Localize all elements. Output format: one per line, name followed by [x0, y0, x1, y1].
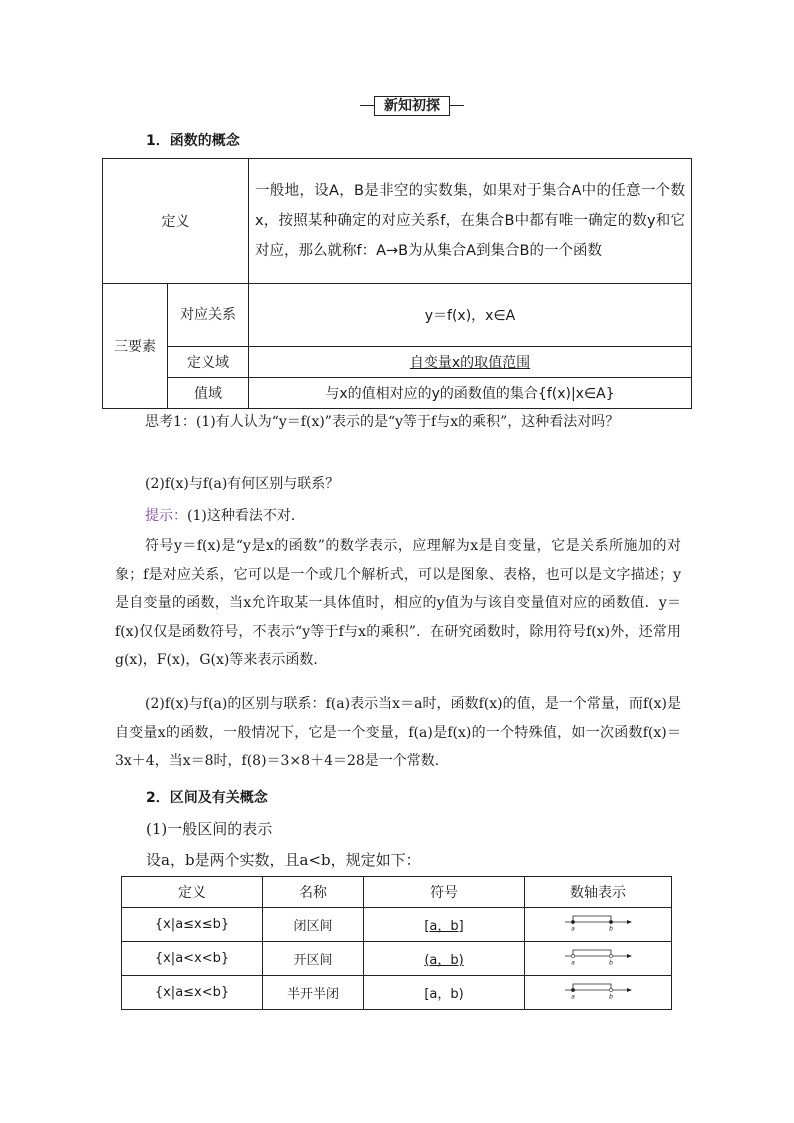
- row-value-mapping: y＝f(x)，x∈A: [249, 284, 692, 347]
- row-definition: {x|a≤x<b}: [122, 976, 263, 1010]
- header-number-line: 数轴表示: [525, 877, 672, 908]
- hint-line: [115, 502, 681, 531]
- endpoint-a: [571, 988, 574, 991]
- thinking-q2: (2)f(x)与f(a)有何区别与联系？: [145, 476, 340, 492]
- header-definition: 定义: [122, 877, 263, 908]
- hint-label: 提示：: [145, 508, 187, 524]
- axis-label-b: b: [609, 925, 613, 932]
- axis-label-b: b: [609, 993, 613, 1000]
- row-definition: {x|a<x<b}: [122, 942, 263, 976]
- hint-paragraph-2: (2)f(x)与f(a)的区别与联系：f(a)表示当x＝a时，函数f(x)的值，是一个常量，而f(x)是自变量x的函数，一般情况下，它是一个变量，f(a)是f(x)的一个特殊值，如一次函数f(x)＝3x＋4，当x＝8时，f(8)＝3×8＋4＝28是一个常数．: [115, 696, 681, 769]
- def-text: 一般地，设A，B是非空的实数集，如果对于集合A中的任意一个数x，按照某种确定的对应关系f，在集合B中都有唯一确定的数y和它对应，那么就称f：A→B为从集合A到集合B的一个函数: [249, 159, 692, 284]
- endpoint-b: [609, 988, 612, 991]
- number-line-closed: [563, 914, 633, 932]
- interval-table: [121, 876, 672, 1010]
- table-row: [122, 908, 672, 942]
- row-number-line: [525, 942, 672, 976]
- function-concept-table: [102, 158, 692, 409]
- hint-paragraph-1: 符号y＝f(x)是“y是x的函数”的数学表示，应理解为x是自变量，它是关系所施加的对象；f是对应关系，它可以是一个或几个解析式，可以是图象、表格，也可以是文字描述；y是自变量的函数，当x允许取某一具体值时，相应的y值为与该自变量值对应的函数值．y＝f(x)仅仅是函数符号，不表示“y等于f与x的乘积”．在研究函数时，除用符号f(x)外，还常用g(x)，F(x)，G(x)等来表示函数．: [115, 538, 681, 668]
- axis-label-a: a: [571, 925, 575, 932]
- row-name: 半开半闭: [263, 976, 364, 1010]
- row-label-mapping: 对应关系: [168, 284, 249, 347]
- row-number-line: [525, 976, 672, 1010]
- hint-first: (1)这种看法不对．: [187, 508, 305, 524]
- interval-bracket: [573, 984, 611, 990]
- table-row: [122, 976, 672, 1010]
- thinking-q1: 思考1：(1)有人认为“y＝f(x)”表示的是“y等于f与x的乘积”，这种看法对吗？: [145, 414, 620, 430]
- row-symbol: [364, 908, 525, 942]
- def-label: 定义: [103, 159, 249, 284]
- interval-bracket: [573, 950, 611, 956]
- row-label-range: 值域: [168, 378, 249, 409]
- endpoint-a: [571, 920, 574, 923]
- axis-label-b: b: [609, 959, 613, 966]
- row-symbol: [a，b): [364, 976, 525, 1010]
- three-elements-label: 三要素: [103, 284, 168, 409]
- row-definition: {x|a≤x≤b}: [122, 908, 263, 942]
- section-title-banner: [360, 96, 464, 116]
- symbol-text: (a，b): [424, 953, 464, 968]
- row-number-line: [525, 908, 672, 942]
- axis-label-a: a: [571, 993, 575, 1000]
- endpoint-b: [609, 920, 612, 923]
- table-row: [122, 942, 672, 976]
- interval-bracket: [573, 916, 611, 922]
- axis-arrow-icon: [627, 954, 632, 958]
- row-name: 闭区间: [263, 908, 364, 942]
- row-value-range: 与x的值相对应的y的函数值的集合{f(x)|x∈A}: [249, 378, 692, 409]
- row-value-domain: [249, 347, 692, 378]
- axis-arrow-icon: [627, 920, 632, 924]
- header-symbol: 符号: [364, 877, 525, 908]
- heading-interval: 2．区间及有关概念: [146, 790, 268, 806]
- number-line-half-open: [563, 982, 633, 1000]
- row-name: 开区间: [263, 942, 364, 976]
- header-name: 名称: [263, 877, 364, 908]
- domain-text: 自变量x的取值范围: [409, 355, 531, 371]
- number-line-open: [563, 948, 633, 966]
- interval-intro: 设a，b是两个实数，且a<b，规定如下：: [146, 851, 421, 869]
- axis-label-a: a: [571, 959, 575, 966]
- endpoint-b: [609, 954, 612, 957]
- endpoint-a: [571, 954, 574, 957]
- sub-heading-general-interval: (1)一般区间的表示: [146, 820, 273, 838]
- heading-function-concept: 1．函数的概念: [146, 133, 240, 149]
- row-symbol: [364, 942, 525, 976]
- symbol-text: [a，b]: [424, 919, 464, 934]
- row-label-domain: 定义域: [168, 347, 249, 378]
- axis-arrow-icon: [627, 988, 632, 992]
- section-title: 新知初探: [384, 98, 440, 114]
